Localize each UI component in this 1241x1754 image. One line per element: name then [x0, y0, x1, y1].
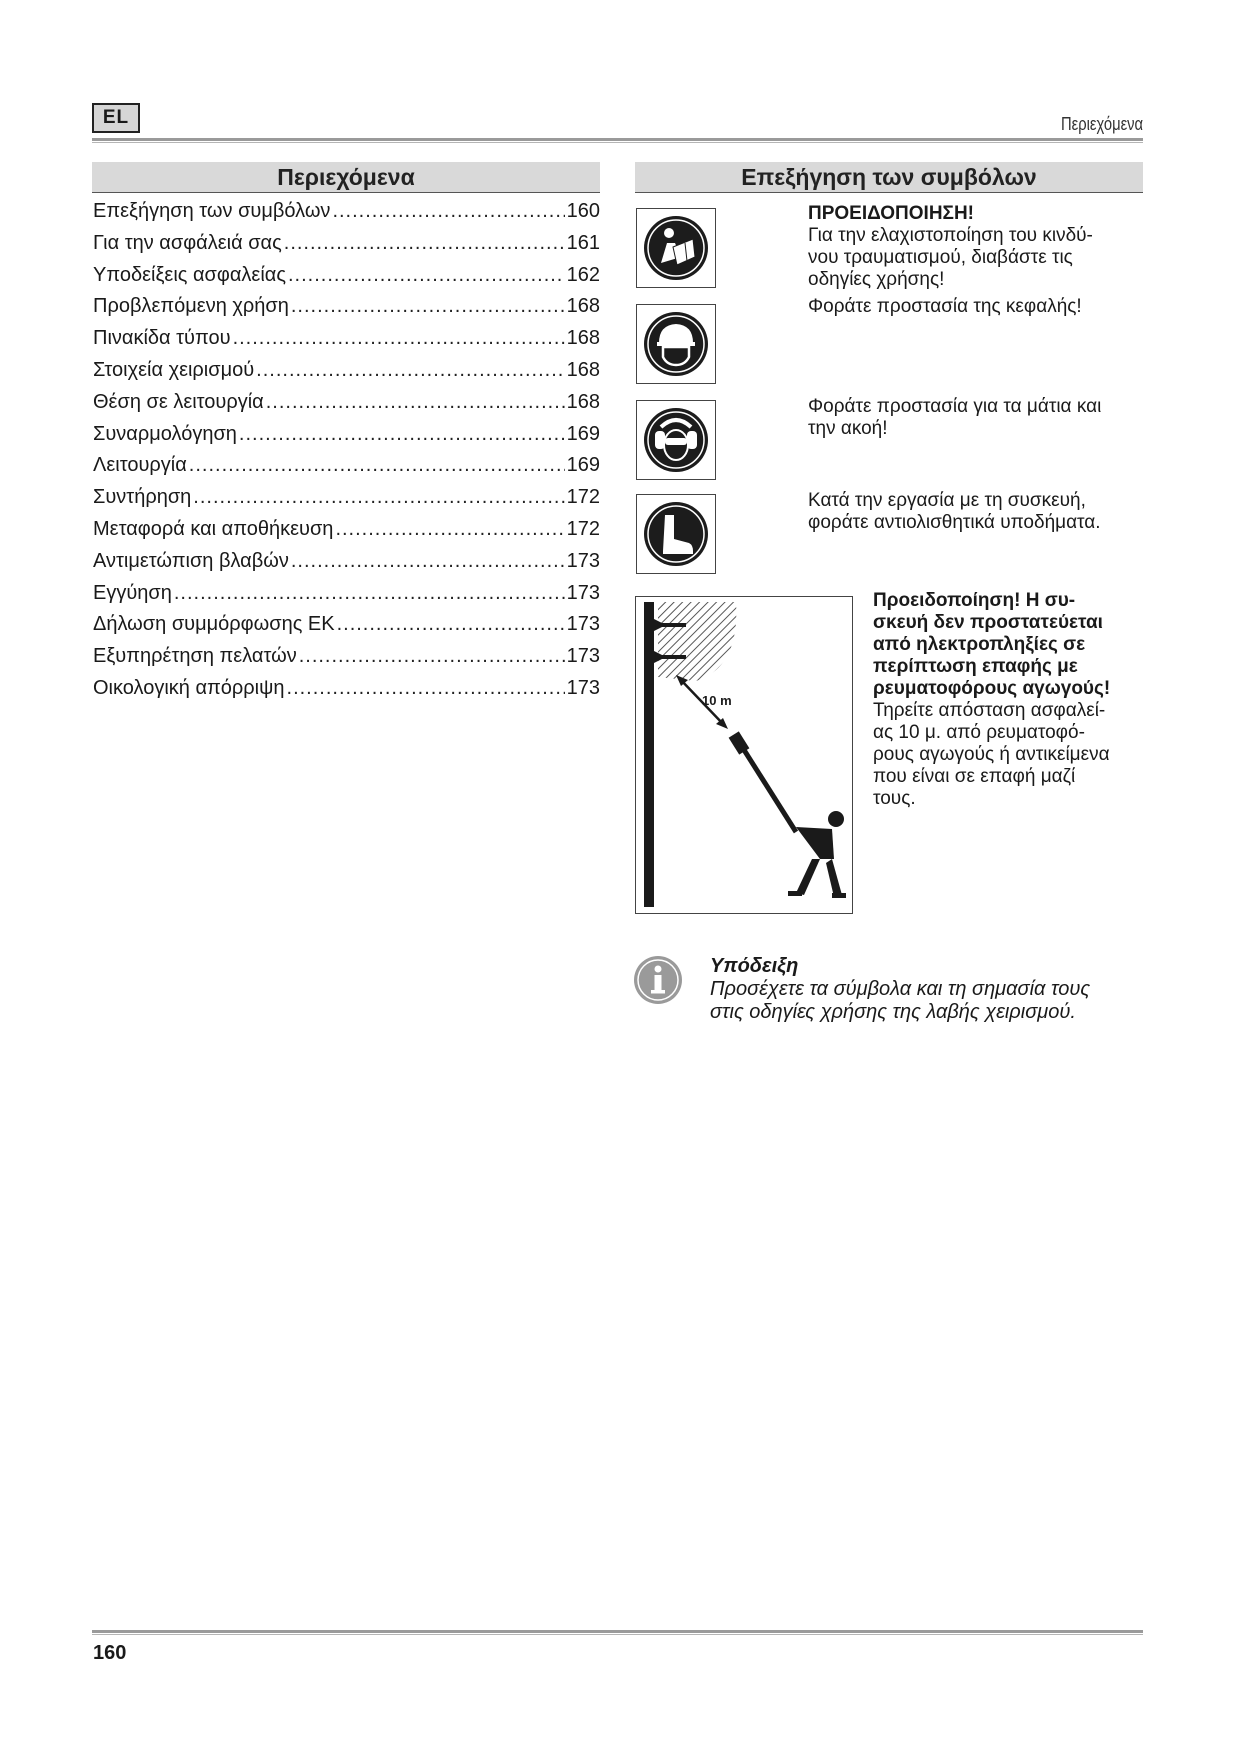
manual-symbol-box	[636, 208, 716, 288]
power-line-warning-text	[873, 590, 1143, 810]
toc-entry-label: Εγγύηση	[93, 581, 172, 604]
toc-entry[interactable]	[93, 359, 600, 391]
boots-text	[808, 490, 1148, 534]
manual-line: νου τραυματισμού, διαβάστε τις	[808, 247, 1073, 268]
warning-line: που είναι σε επαφή μαζί	[873, 766, 1076, 787]
toc-entry-page: 173	[566, 613, 600, 636]
footer-rule	[92, 1630, 1143, 1633]
manual-symbol-text	[808, 203, 1148, 291]
toc-leader-dots	[335, 518, 564, 541]
toc-entry-page: 160	[566, 200, 600, 222]
power-line-illustration	[635, 596, 853, 914]
header-rule-thin	[92, 142, 1143, 143]
toc-entry-page: 169	[566, 454, 600, 477]
head-protection-line: Φοράτε προστασία της κεφαλής!	[808, 296, 1082, 317]
toc-entry[interactable]	[93, 518, 600, 550]
toc-leader-dots	[233, 327, 565, 350]
manual-line: Για την ελαχιστοποίηση του κινδύ-	[808, 225, 1093, 246]
info-symbol	[633, 955, 683, 1005]
toc-entry-page: 168	[566, 327, 600, 350]
boots-symbol-box	[636, 494, 716, 574]
toc-entry-label: Συναρμολόγηση	[93, 422, 237, 445]
eye-ear-line: Φοράτε προστασία για τα μάτια και	[808, 396, 1102, 417]
language-badge: EL	[92, 103, 140, 133]
toc-leader-dots	[291, 550, 565, 573]
warning-line: ρους αγωγούς ή αντικείμενα	[873, 744, 1110, 765]
manual-warning-title: ΠΡΟΕΙΔΟΠΟΙΗΣΗ!	[808, 203, 974, 224]
eye-ear-protection-icon	[641, 405, 711, 475]
toc-entry[interactable]	[93, 232, 600, 264]
toc-heading: Περιεχόμενα	[92, 162, 600, 193]
eye-ear-text	[808, 396, 1148, 440]
toc-entry[interactable]	[93, 486, 600, 518]
running-header-title: Περιεχόμενα	[1060, 114, 1143, 134]
warning-line: ας 10 μ. από ρευματοφό-	[873, 722, 1085, 743]
warning-bold-line: από ηλεκτροπληξίες σε	[873, 634, 1086, 655]
toc-entry-label: Εξυπηρέτηση πελατών	[93, 645, 297, 668]
toc-entry-page: 173	[566, 549, 600, 572]
note-line: Προσέχετε τα σύμβολα και τη σημασία τους	[710, 978, 1091, 1000]
toc-entry[interactable]	[93, 550, 600, 582]
boots-line: Κατά την εργασία με τη συσκευή,	[808, 490, 1086, 511]
boots-line: φοράτε αντιολισθητικά υποδήματα.	[808, 512, 1101, 533]
toc-entry-page: 162	[566, 263, 600, 286]
manual-line: οδηγίες χρήσης!	[808, 269, 945, 290]
toc-entry-page: 172	[566, 486, 600, 509]
warning-bold-line: Προειδοποίηση! Η συ-	[873, 590, 1076, 611]
toc-entry[interactable]	[93, 423, 600, 455]
toc-entry-label: Λειτουργία	[93, 454, 187, 477]
toc-list	[93, 200, 600, 709]
toc-leader-dots	[256, 359, 564, 382]
warning-line: Τηρείτε απόσταση ασφαλεί-	[873, 700, 1106, 721]
toc-entry-page: 168	[566, 390, 600, 413]
note-line: στις οδηγίες χρήσης της λαβής χειρισμού.	[710, 1001, 1076, 1023]
read-manual-icon	[641, 213, 711, 283]
warning-bold-line: σκευή δεν προστατεύεται	[873, 612, 1103, 633]
note-title: Υπόδειξη	[710, 955, 799, 977]
toc-entry[interactable]	[93, 582, 600, 614]
toc-leader-dots	[239, 423, 565, 446]
note-text	[710, 955, 1150, 1024]
toc-entry-page: 169	[566, 422, 600, 445]
warning-bold-line: περίπτωση επαφής με	[873, 656, 1078, 677]
toc-leader-dots	[193, 486, 564, 509]
toc-leader-dots	[189, 454, 565, 477]
toc-entry-page: 173	[566, 581, 600, 604]
toc-entry-label: Προβλεπόμενη χρήση	[93, 295, 289, 318]
header-rule	[92, 138, 1143, 141]
toc-entry-page: 173	[566, 676, 600, 699]
toc-leader-dots	[287, 677, 565, 700]
toc-entry-label: Συντήρηση	[93, 486, 192, 509]
toc-entry[interactable]	[93, 391, 600, 423]
symbols-heading: Επεξήγηση των συμβόλων	[635, 162, 1143, 193]
toc-entry-page: 172	[566, 517, 600, 540]
page-number: 160	[93, 1642, 127, 1664]
toc-entry-label: Υποδείξεις ασφαλείας	[93, 263, 286, 286]
toc-entry[interactable]	[93, 613, 600, 645]
safety-boots-icon	[641, 499, 711, 569]
toc-entry-label: Αντιμετώπιση βλαβών	[93, 549, 289, 572]
toc-entry[interactable]	[93, 454, 600, 486]
toc-leader-dots	[332, 200, 564, 223]
toc-leader-dots	[174, 582, 565, 605]
toc-leader-dots	[284, 232, 565, 255]
info-icon	[633, 955, 683, 1005]
toc-entry-label: Στοιχεία χειρισμού	[93, 358, 255, 381]
toc-entry[interactable]	[93, 200, 600, 232]
eye-ear-symbol-box	[636, 400, 716, 480]
warning-line: τους.	[873, 788, 916, 809]
toc-entry-page: 173	[566, 645, 600, 668]
toc-entry-label: Μεταφορά και αποθήκευση	[93, 517, 334, 540]
head-protection-icon	[641, 309, 711, 379]
toc-entry-label: Οικολογική απόρριψη	[93, 676, 285, 699]
toc-entry-label: Δήλωση συμμόρφωσης ΕΚ	[93, 613, 335, 636]
toc-leader-dots	[288, 264, 565, 287]
toc-entry[interactable]	[93, 295, 600, 327]
head-protection-symbol-box	[636, 304, 716, 384]
toc-leader-dots	[291, 295, 565, 318]
warning-bold-line: ρευματοφόρους αγωγούς!	[873, 678, 1111, 699]
toc-entry[interactable]	[93, 645, 600, 677]
toc-entry-page: 168	[566, 358, 600, 381]
toc-leader-dots	[299, 645, 565, 668]
toc-entry[interactable]	[93, 327, 600, 359]
toc-leader-dots	[337, 613, 565, 636]
toc-entry[interactable]	[93, 264, 600, 296]
toc-entry-label: Επεξήγηση των συμβόλων	[93, 200, 331, 222]
toc-entry[interactable]	[93, 677, 600, 709]
distance-label: 10 m	[702, 693, 732, 708]
power-line-distance-icon	[636, 597, 852, 913]
toc-entry-page: 161	[566, 231, 600, 254]
toc-entry-label: Θέση σε λειτουργία	[93, 390, 264, 413]
toc-leader-dots	[266, 391, 565, 414]
toc-entry-page: 168	[566, 295, 600, 318]
footer-rule-thin	[92, 1634, 1143, 1635]
toc-entry-label: Για την ασφάλειά σας	[93, 231, 282, 254]
toc-entry-label: Πινακίδα τύπου	[93, 327, 231, 350]
eye-ear-line: την ακοή!	[808, 418, 888, 439]
head-protection-text	[808, 296, 1148, 318]
